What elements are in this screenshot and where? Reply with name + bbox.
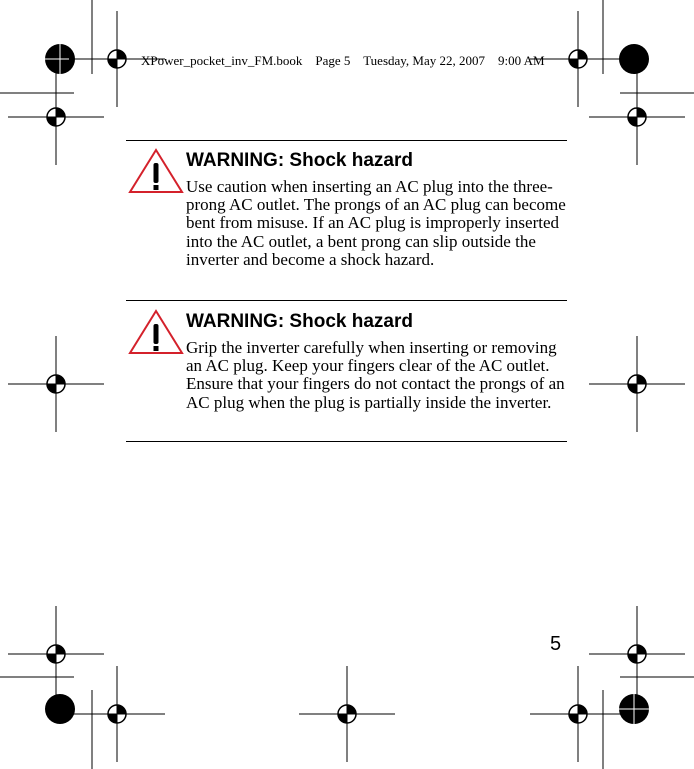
warning-block	[126, 301, 567, 441]
warning-title: WARNING: Shock hazard	[186, 311, 413, 332]
section-divider	[126, 441, 567, 442]
page-number: 5	[550, 633, 562, 655]
warning-body: Grip the inverter carefully when inserting or removing an AC plug. Keep your fingers clear of the AC outlet. Ensure that your fingers do not contact the prongs of an AC plug when the plug is partially inside the inverter.	[186, 338, 565, 412]
warning-body: Use caution when inserting an AC plug into the three-prong AC outlet. The prongs of an AC plug can become bent from misuse. If an AC plug is improperly inserted into the AC outlet, a bent prong can slip outside the inverter and become a shock hazard.	[186, 177, 566, 269]
print-slug-line: XPower_pocket_inv_FM.book Page 5 Tuesday, May 22, 2007 9:00 AM	[141, 53, 545, 68]
warning-triangle-icon	[128, 309, 184, 355]
warning-block	[126, 140, 567, 300]
warning-triangle-icon	[128, 148, 184, 194]
warning-title: WARNING: Shock hazard	[186, 150, 413, 171]
